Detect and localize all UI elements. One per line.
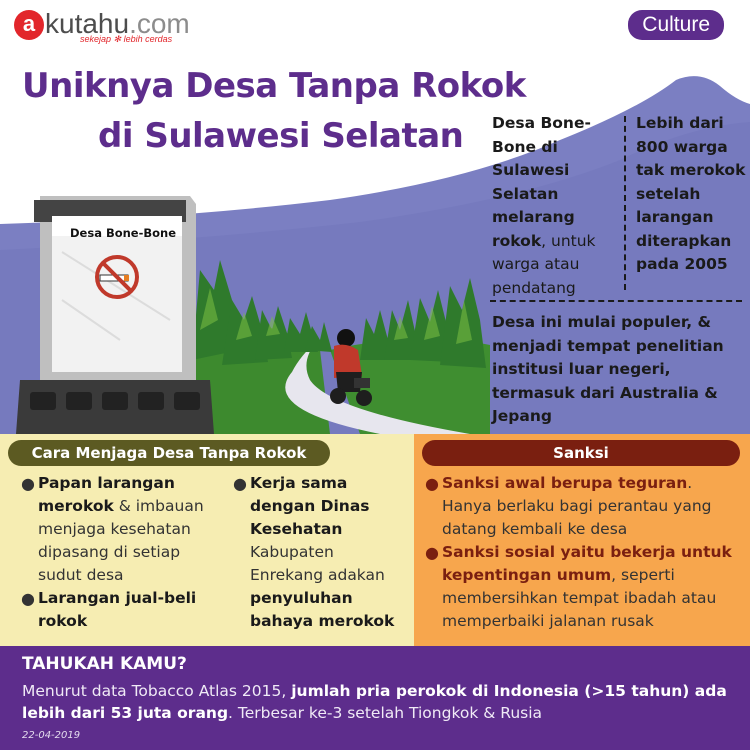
item-bold: Kerja sama dengan Dinas Kesehatan (250, 474, 370, 538)
sanksi-column (424, 472, 746, 633)
page-title-line2: di Sulawesi Selatan (98, 116, 464, 156)
item-text: & imbauan menjaga kesehatan dipasang di setiap sudut desa (38, 497, 204, 584)
dashed-divider-vertical (624, 116, 626, 290)
info-residents-text: Lebih dari 800 warga tak merokok setelah larangan diterapkan pada 2005 (636, 114, 746, 273)
fact-body (22, 680, 734, 724)
publish-date: 22-04-2019 (22, 730, 81, 741)
fact-title: TAHUKAH KAMU? (22, 654, 187, 674)
logo-name: kutahu (45, 8, 130, 39)
top-bar (0, 0, 750, 48)
list-item (232, 472, 407, 633)
list-item (424, 472, 746, 541)
list-item (20, 587, 220, 633)
info-ban-lead: Desa Bone-Bone di Sulawesi Selatan melarang (492, 114, 591, 226)
info-ban-rest: , untuk warga atau pendatang (492, 231, 596, 297)
bullet-icon: ● (21, 589, 35, 608)
bullet-icon: ● (21, 474, 35, 493)
item-bold: Sanksi sosial yaitu bekerja untuk kepentingan umum (442, 543, 732, 584)
info-ban-bold: rokok (492, 231, 542, 250)
item-text: Kabupaten Enrekang adakan (250, 543, 385, 584)
sign-label: Desa Bone-Bone (70, 226, 177, 240)
cara-column-2 (232, 472, 407, 633)
cara-header: Cara Menjaga Desa Tanpa Rokok (8, 440, 330, 466)
item-bold: Papan larangan merokok (38, 474, 175, 515)
fact-text-1: Menurut data Tobacco Atlas 2015, (22, 682, 292, 700)
item-bold: Sanksi awal berupa teguran (442, 474, 688, 492)
logo-letter: a (14, 10, 44, 40)
bullet-icon: ● (425, 543, 439, 562)
fact-text-2: . Terbesar ke-3 setelah Tiongkok & Rusia (228, 704, 543, 722)
item-bold: Larangan jual-beli rokok (38, 589, 197, 630)
tagline: sekejap ✻ lebih cerdas (80, 34, 173, 44)
info-popular-text: Desa ini mulai populer, & menjadi tempat penelitian institusi luar negeri, termasuk dari Australia & Jepang (492, 313, 724, 425)
bullet-icon: ● (425, 474, 439, 493)
list-item (20, 472, 220, 587)
item-text: . Hanya berlaku bagi perantau yang datang kembali ke desa (442, 474, 712, 538)
item-bold-2: penyuluhan bahaya merokok (250, 589, 395, 630)
category-badge[interactable]: Culture (628, 10, 724, 40)
list-item (424, 541, 746, 633)
sanksi-header: Sanksi (422, 440, 740, 466)
dashed-divider-horizontal (490, 300, 742, 302)
item-text: , seperti membersihkan tempat ibadah atau memperbaiki jalanan rusak (442, 566, 717, 630)
fact-bold: jumlah pria perokok di Indonesia (>15 tahun) ada lebih dari 53 juta orang (22, 682, 727, 722)
cara-column-1 (20, 472, 220, 633)
bullet-icon: ● (233, 474, 247, 493)
logo-domain: .com (129, 8, 190, 39)
page-title: Uniknya Desa Tanpa Rokok (22, 66, 526, 106)
info-ban-text (492, 112, 618, 300)
